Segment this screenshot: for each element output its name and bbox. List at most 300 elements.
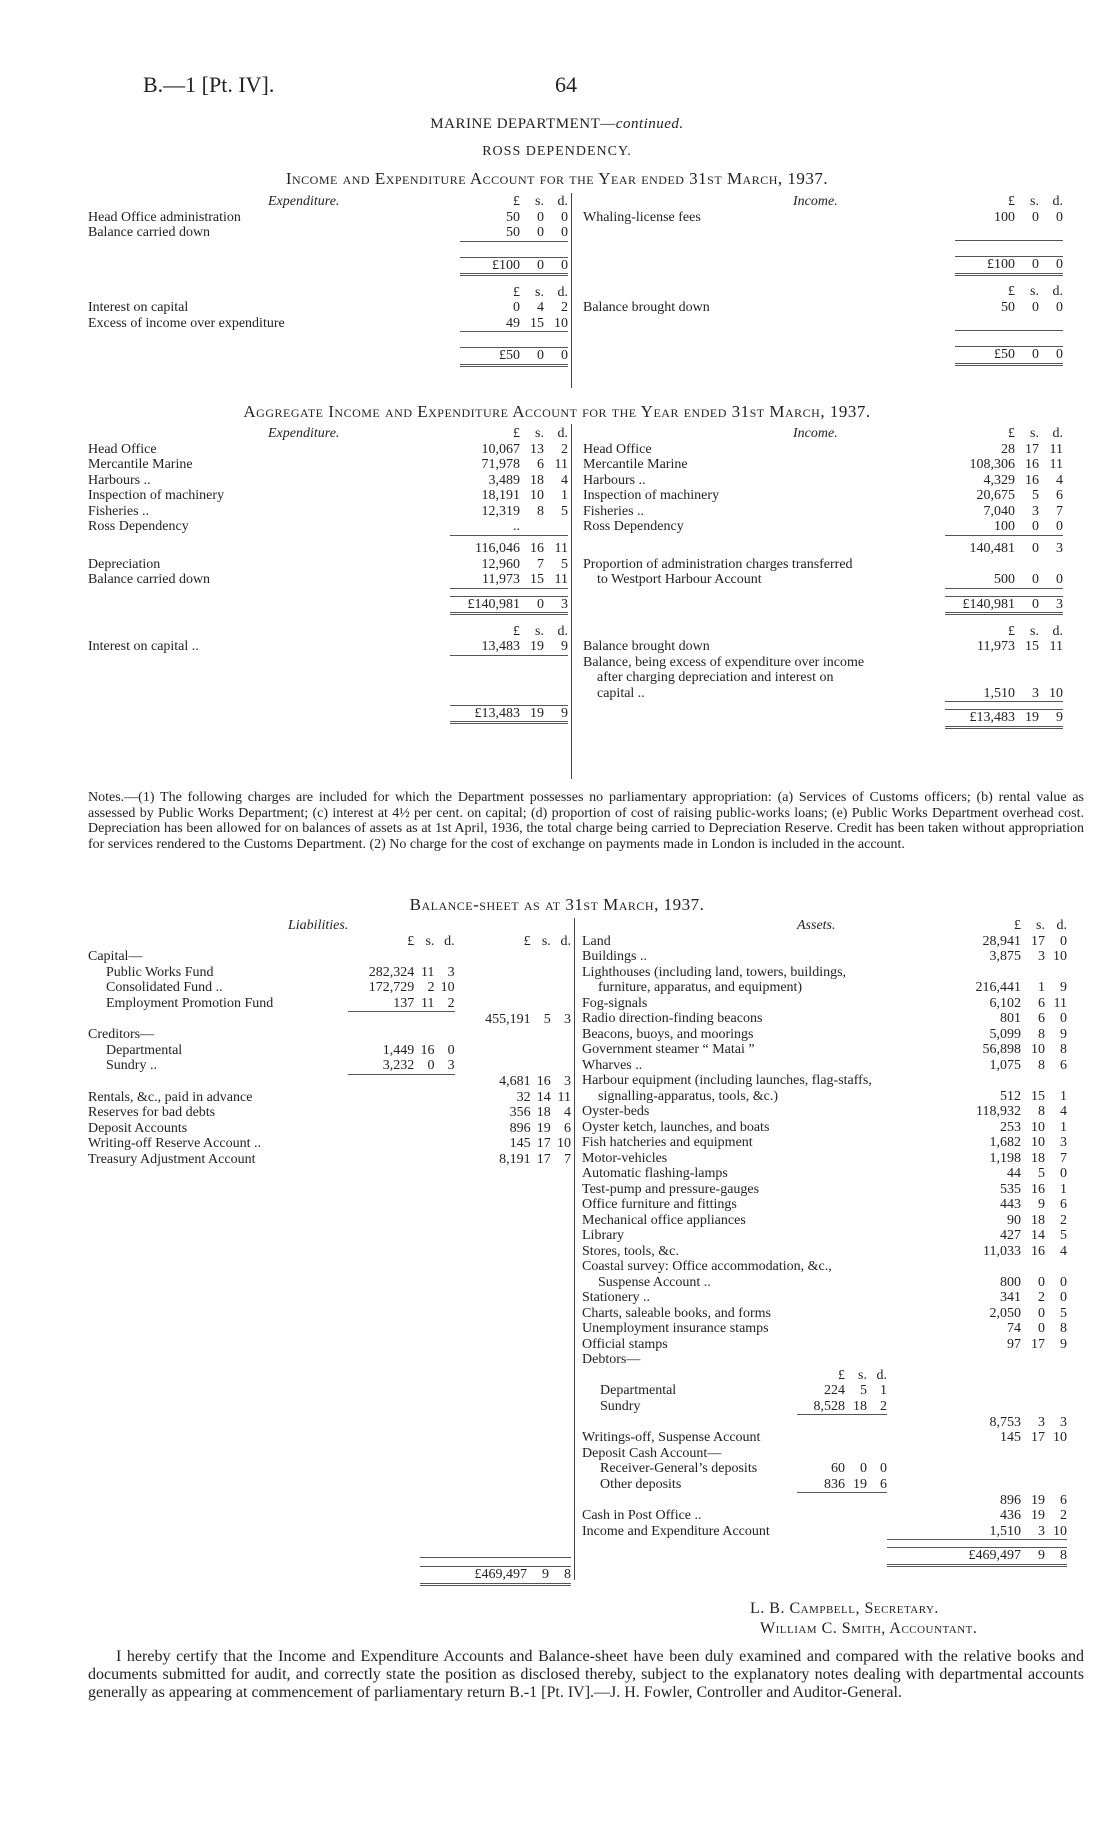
- asset-row: [582, 1058, 1067, 1074]
- amount-pence: 5: [561, 556, 568, 572]
- row-label: Official stamps: [582, 1336, 668, 1352]
- amount-pounds: 282,324: [368, 964, 415, 980]
- amount-shillings: 0: [1032, 209, 1039, 225]
- row-label: Writing-off Reserve Account ..: [88, 1136, 261, 1151]
- amount-pence: 4: [1060, 1243, 1067, 1259]
- amount-pounds: 71,978: [481, 457, 520, 472]
- lsd-header: d.: [557, 284, 568, 300]
- amount-pence: 0: [561, 209, 568, 225]
- creditors-total: [88, 1074, 571, 1090]
- amount-pence: 0: [1056, 209, 1063, 225]
- amount-pounds: 74: [1007, 1321, 1021, 1336]
- lsd-header: s.: [425, 933, 435, 949]
- amount-pence: 8: [1060, 1321, 1067, 1336]
- total-shillings: 5: [543, 1011, 551, 1027]
- amount-shillings: 13: [530, 441, 544, 457]
- ross-inc2-total: [583, 347, 1063, 365]
- row-label: Balance brought down: [583, 639, 710, 654]
- lsd-header: d.: [1052, 194, 1063, 209]
- amount-pence: 9: [1060, 1026, 1067, 1042]
- ross-exp-total: [88, 257, 568, 275]
- capital-row: [88, 980, 571, 996]
- row-label: Harbours ..: [88, 472, 151, 488]
- amount-shillings: 15: [530, 572, 544, 587]
- aggregate-income: [583, 426, 1063, 729]
- amount-shillings: 3: [1032, 685, 1039, 701]
- lsd-header: £: [1008, 623, 1015, 639]
- row-label: Rentals, &c., paid in advance: [88, 1089, 253, 1105]
- amount-pence: 0: [880, 1461, 887, 1476]
- amount-shillings: 14: [536, 1089, 551, 1105]
- amount-shillings: 0: [537, 225, 544, 240]
- lsd-header: s.: [1030, 623, 1039, 639]
- amount-pounds: 32: [516, 1089, 531, 1105]
- amount-pounds: 801: [1000, 1011, 1021, 1026]
- ross-exp-row: [88, 316, 568, 332]
- agg-inc-row: [583, 442, 1063, 458]
- total-shillings: 9: [527, 1567, 549, 1585]
- amount-shillings: 16: [1025, 457, 1039, 472]
- amount-pence: 8: [1060, 1042, 1067, 1057]
- amount-shillings: 16: [1025, 472, 1039, 488]
- lsd-header: £: [513, 426, 520, 441]
- asset-row: [582, 996, 1067, 1012]
- amount-shillings: 11: [420, 964, 435, 980]
- liabilities-total: [88, 1557, 571, 1586]
- row-label: Head Office administration: [88, 209, 241, 225]
- amount-pounds: 12,960: [481, 556, 520, 572]
- amount-pounds: 11,973: [482, 572, 520, 587]
- total-shillings: 0: [1015, 347, 1039, 365]
- amount-pounds: 100: [994, 519, 1015, 534]
- agg-inc-row: [583, 639, 1063, 655]
- amount-pence: 1: [1060, 1119, 1067, 1135]
- amount-pounds: 1,682: [989, 1135, 1021, 1150]
- amount-shillings: 14: [1031, 1228, 1045, 1243]
- amount-pounds: 7,040: [983, 503, 1015, 519]
- amount-pounds: 1,510: [983, 685, 1015, 701]
- amount-pounds: 341: [1000, 1290, 1021, 1305]
- liabilities: [88, 918, 571, 1167]
- asset-row: [582, 934, 1067, 950]
- total-shillings: 0: [520, 348, 544, 366]
- row-label: Wharves ..: [582, 1057, 643, 1073]
- lsd-header: £: [838, 1367, 845, 1383]
- amount-pence: 11: [554, 572, 568, 587]
- amount-shillings: 6: [1038, 995, 1045, 1011]
- asset-rows: [582, 934, 1067, 1353]
- total-shillings: 19: [1031, 1492, 1045, 1508]
- row-label: Head Office: [88, 441, 157, 457]
- ross-inc-heading: Income.: [793, 194, 838, 209]
- amount-shillings: 15: [530, 315, 544, 331]
- debtors-total: [582, 1415, 1067, 1431]
- amount-shillings: 0: [1032, 299, 1039, 315]
- amount-pence: 10: [440, 980, 455, 995]
- amount-pounds: 8,528: [813, 1398, 845, 1414]
- total-pounds: £100: [955, 257, 1015, 275]
- total-shillings: 19: [520, 705, 544, 723]
- asset-row: [582, 1042, 1067, 1058]
- aggregate-account-title: Aggregate Income and Expenditure Account for the Year ended 31st March, 1937.: [243, 402, 871, 421]
- asset-row: [582, 1104, 1067, 1120]
- amount-pence: 9: [1060, 980, 1067, 995]
- asset-row: [582, 1275, 1067, 1291]
- ross-exp-heading: Expenditure.: [268, 194, 340, 209]
- lsd-header: s.: [858, 1367, 867, 1383]
- amount-shillings: 17: [1031, 933, 1045, 949]
- total-shillings: 0: [520, 596, 544, 614]
- lsd-header: d.: [1052, 623, 1063, 639]
- total-pounds: £13,483: [450, 705, 520, 723]
- liability-row: [88, 1105, 571, 1121]
- amount-pounds: 535: [1000, 1181, 1021, 1197]
- amount-pence: 3: [1060, 1135, 1067, 1150]
- total-pounds: £50: [460, 348, 520, 366]
- amount-shillings: 8: [1038, 1057, 1045, 1073]
- lsd-header: d.: [876, 1367, 887, 1383]
- total-shillings: 0: [1015, 596, 1039, 614]
- lsd-header: s.: [535, 426, 544, 441]
- amount-pence: 0: [1060, 933, 1067, 949]
- row-label: Receiver-General’s deposits: [600, 1461, 758, 1476]
- row-label: Automatic flashing-lamps: [582, 1166, 728, 1181]
- lsd-header: s.: [1030, 284, 1039, 299]
- amount-pounds: 3,232: [382, 1058, 415, 1073]
- amount-pounds: 56,898: [982, 1042, 1021, 1057]
- asset-row: [582, 1120, 1067, 1136]
- amount-pence: 10: [554, 315, 568, 331]
- row-label: Depreciation: [88, 556, 161, 572]
- amount-pence: 0: [447, 1042, 455, 1058]
- lsd-header: s.: [535, 284, 544, 300]
- amount-pence: 11: [1049, 441, 1063, 457]
- row-label: Government steamer “ Matai ”: [582, 1042, 755, 1057]
- assets: [582, 918, 1067, 1567]
- amount-pence: 7: [1056, 503, 1063, 519]
- row-label: Excess of income over expenditure: [88, 315, 285, 331]
- lsd-header: £: [513, 194, 520, 209]
- amount-pounds: 137: [393, 995, 415, 1011]
- amount-pence: 11: [1053, 995, 1067, 1011]
- total-shillings: 9: [1021, 1548, 1045, 1566]
- amount-shillings: 18: [536, 1105, 551, 1120]
- amount-shillings: 8: [1038, 1104, 1045, 1119]
- asset-row: [582, 965, 1067, 981]
- row-label: Land: [582, 933, 611, 949]
- return-reference: B.—1 [Pt. IV].: [143, 72, 275, 97]
- amount-pounds: 118,932: [976, 1104, 1021, 1119]
- amount-pence: [544, 519, 568, 535]
- signature-secretary: L. B. Campbell, Secretary.: [750, 1600, 939, 1617]
- amount-pounds: 44: [1007, 1166, 1021, 1181]
- asset-row: [582, 1508, 1067, 1524]
- lsd-header: s.: [535, 194, 544, 209]
- amount-shillings: 16: [420, 1042, 435, 1058]
- amount-pounds: 11,033: [983, 1243, 1021, 1259]
- amount-pounds: 800: [1000, 1274, 1021, 1290]
- capital-row: [88, 996, 571, 1012]
- amount-pounds: 108,306: [969, 457, 1015, 472]
- amount-pence: 0: [1060, 1290, 1067, 1305]
- total-pounds: 896: [1000, 1492, 1021, 1508]
- row-label: Whaling-license fees: [583, 209, 701, 225]
- agg-inc-heading: Income.: [793, 426, 838, 441]
- lsd-header: d.: [1052, 284, 1063, 299]
- row-label: Income and Expenditure Account: [582, 1523, 770, 1539]
- asset-row: [582, 1337, 1067, 1353]
- asset-row: [582, 1197, 1067, 1213]
- amount-shillings: 2: [1038, 1290, 1045, 1305]
- capital-label: Capital—: [88, 949, 143, 964]
- amount-pence: 5: [1060, 1305, 1067, 1321]
- amount-pence: 6: [1060, 1057, 1067, 1073]
- row-label: Harbours ..: [583, 472, 646, 488]
- amount-shillings: 3: [1038, 949, 1045, 964]
- amount-pence: 1: [1060, 1181, 1067, 1197]
- lsd-header: d.: [1052, 426, 1063, 441]
- amount-shillings: 0: [1038, 1305, 1045, 1321]
- amount-pounds: 1,449: [382, 1042, 415, 1058]
- amount-shillings: 6: [537, 457, 544, 472]
- amount-shillings: 0: [1032, 519, 1039, 534]
- amount-pounds: 172,729: [368, 980, 415, 995]
- ross-income: [583, 194, 1063, 366]
- amount-pence: 6: [880, 1476, 887, 1492]
- agg-inc-row: [583, 519, 1063, 535]
- row-label: Writings-off, Suspense Account: [582, 1430, 761, 1445]
- agg-inc-row: [583, 457, 1063, 473]
- row-label: Suspense Account ..: [598, 1274, 711, 1290]
- amount-shillings: 0: [537, 209, 544, 225]
- agg-inc2-total: [583, 710, 1063, 728]
- total-pounds: 455,191: [485, 1011, 531, 1027]
- asset-row: [582, 1135, 1067, 1151]
- amount-shillings: 19: [853, 1476, 867, 1492]
- amount-shillings: [520, 519, 544, 535]
- total-pence: 3: [1039, 596, 1063, 614]
- row-label: Fog-signals: [582, 995, 648, 1011]
- amount-shillings: 5: [1038, 1166, 1045, 1181]
- amount-shillings: 1: [1038, 980, 1045, 995]
- amount-shillings: 8: [537, 503, 544, 519]
- amount-pence: 10: [1053, 1430, 1067, 1445]
- total-pence: 3: [564, 1074, 571, 1089]
- agg-exp-row: [88, 457, 568, 473]
- amount-shillings: 16: [1031, 1181, 1045, 1197]
- amount-shillings: 17: [1031, 1336, 1045, 1352]
- amount-shillings: 0: [1038, 1274, 1045, 1290]
- amount-pounds: 836: [824, 1476, 845, 1492]
- amount-pence: 2: [561, 441, 568, 457]
- total-pounds: £469,497: [420, 1567, 527, 1585]
- liability-row: [88, 1090, 571, 1106]
- amount-pence: 10: [1053, 1523, 1067, 1539]
- column-divider: [571, 193, 572, 388]
- amount-pence: 9: [1060, 1336, 1067, 1352]
- amount-pounds: 0: [513, 300, 520, 315]
- amount-pence: 6: [1060, 1197, 1067, 1212]
- ross-exp-row: [88, 210, 568, 226]
- agg-inc-subtotal: [583, 541, 1063, 557]
- creditors-label: Creditors—: [88, 1027, 155, 1042]
- ross-exp2-total: [88, 348, 568, 366]
- lsd-header: £: [513, 623, 520, 639]
- row-label: Public Works Fund: [106, 964, 214, 980]
- amount-pounds: 49: [506, 315, 520, 331]
- row-label: Unemployment insurance stamps: [582, 1321, 769, 1336]
- subtotal-pence: 3: [1056, 541, 1063, 556]
- agg-inc-total: [583, 596, 1063, 614]
- amount-pounds: 896: [509, 1120, 531, 1136]
- lsd-header: £: [1008, 284, 1015, 299]
- total-pounds: £469,497: [887, 1548, 1021, 1566]
- agg-exp-total: [88, 596, 568, 614]
- ross-exp-row: [88, 300, 568, 316]
- amount-pounds: 224: [824, 1383, 845, 1398]
- row-label: Mercantile Marine: [88, 457, 193, 472]
- amount-pounds: 2,050: [989, 1305, 1021, 1321]
- department-title: [0, 116, 1114, 133]
- agg-exp-row: [88, 557, 568, 573]
- amount-shillings: 5: [860, 1383, 867, 1398]
- amount-pence: 4: [1056, 472, 1063, 488]
- ross-inc-row: [583, 210, 1063, 226]
- row-label: Balance brought down: [583, 299, 710, 315]
- row-label: Motor-vehicles: [582, 1150, 668, 1166]
- amount-pounds: ..: [513, 519, 520, 534]
- amount-pence: [1045, 965, 1067, 981]
- row-label: Oyster-beds: [582, 1104, 650, 1119]
- lsd-header: £: [407, 933, 415, 949]
- subtotal-pounds: 116,046: [475, 541, 520, 556]
- amount-shillings: 9: [1038, 1197, 1045, 1212]
- row-label: Fish hatcheries and equipment: [582, 1135, 753, 1150]
- creditors-row: [88, 1058, 571, 1074]
- asset-row: [582, 980, 1067, 996]
- amount-pence: 10: [1049, 685, 1063, 701]
- total-pence: 3: [1060, 1414, 1067, 1430]
- row-label: Test-pump and pressure-gauges: [582, 1181, 760, 1197]
- agg-inc-row: [583, 488, 1063, 504]
- amount-shillings: 10: [1031, 1119, 1045, 1135]
- amount-pounds: [887, 1259, 1021, 1275]
- subtotal-shillings: 16: [530, 541, 544, 556]
- asset-row: [582, 1027, 1067, 1043]
- row-label: Sundry: [600, 1398, 641, 1414]
- agg-inc-row: [583, 686, 1063, 702]
- row-label: Coastal survey: Office accommodation, &c.,: [582, 1259, 832, 1274]
- amount-pounds: 1,198: [989, 1150, 1021, 1166]
- amount-shillings: 0: [1032, 572, 1039, 587]
- amount-pounds: [887, 965, 1021, 981]
- amount-pence: 4: [561, 472, 568, 488]
- amount-shillings: 18: [1031, 1150, 1045, 1166]
- amount-shillings: 10: [530, 488, 544, 503]
- amount-pounds: 145: [1000, 1430, 1021, 1445]
- amount-pence: 0: [1056, 299, 1063, 315]
- row-label: Office furniture and fittings: [582, 1197, 737, 1212]
- amount-shillings: 18: [1031, 1212, 1045, 1228]
- lsd-header: d.: [557, 623, 568, 639]
- department-title-continued: continued.: [615, 116, 684, 132]
- deposit-total: [582, 1493, 1067, 1509]
- lsd-header: £: [523, 933, 531, 949]
- amount-pence: 2: [447, 995, 455, 1011]
- amount-pence: 4: [1060, 1104, 1067, 1119]
- amount-pounds: 512: [1000, 1088, 1021, 1104]
- asset-row: [582, 1166, 1067, 1182]
- amount-pence: [1045, 1259, 1067, 1275]
- row-label: Reserves for bad debts: [88, 1105, 216, 1120]
- amount-pence: 0: [1060, 1011, 1067, 1026]
- amount-pounds: 436: [1000, 1508, 1021, 1523]
- total-shillings: 0: [520, 257, 544, 275]
- amount-pence: 11: [557, 1089, 571, 1105]
- debtor-row: [582, 1383, 1067, 1399]
- total-pence: 0: [544, 348, 568, 366]
- amount-pence: 2: [1060, 1508, 1067, 1523]
- amount-shillings: [1021, 1259, 1045, 1275]
- amount-pence: 9: [561, 639, 568, 654]
- notes-paragraph: Notes.—(1) The following charges are included for which the Department possesses no parliamentary appropriation: (a) Services of Customs officers; (b) rental value as assessed by Public Works Department; (c) interest at 4½ per cent. on capital; (d) proportion of cost of raising public-works loans; (e) Public Works Department overhead cost. Depreciation has been allowed for on balances of assets as at 1st April, 1936, the total charge being carried to Depreciation Reserve. Credit has been taken without appropriation for services rendered to the Customs Department. (2) No charge for the cost of exchange on payments made in London is included in the account.: [88, 790, 1084, 852]
- row-label: Sundry ..: [106, 1058, 157, 1073]
- amount-pounds: 3,489: [488, 472, 520, 488]
- row-label: to Westport Harbour Account: [597, 572, 762, 587]
- amount-pence: 10: [557, 1136, 571, 1151]
- amount-pence: 0: [1056, 519, 1063, 534]
- row-label: Other deposits: [600, 1476, 682, 1492]
- asset-row: [582, 1259, 1067, 1275]
- audit-certificate: I hereby certify that the Income and Expenditure Accounts and Balance-sheet have been duly examined and compared with the relative books and documents submitted for audit, and correctly state the position as disclosed thereby, subject to the explanatory notes dealing with departmental accounts generally as appearing at commencement of parliamentary return B.-1 [Pt. IV].—J. H. Fowler, Controller and Auditor-General.: [88, 1648, 1084, 1701]
- amount-pounds: 28: [1001, 441, 1015, 457]
- asset-row: [582, 949, 1067, 965]
- lsd-header: £: [1014, 918, 1021, 933]
- liability-row: [88, 1152, 571, 1168]
- asset-row: [582, 1228, 1067, 1244]
- agg-inc-row: [583, 572, 1063, 588]
- amount-pounds: 4,329: [983, 472, 1015, 488]
- row-label: Departmental: [600, 1383, 677, 1398]
- asset-row: [582, 1151, 1067, 1167]
- row-label: Charts, saleable books, and forms: [582, 1305, 771, 1321]
- assets-heading: Assets.: [797, 918, 836, 933]
- amount-shillings: 19: [530, 639, 544, 654]
- amount-pounds: 1,510: [989, 1523, 1021, 1539]
- amount-pounds: 1,075: [989, 1057, 1021, 1073]
- amount-pounds: 145: [509, 1136, 531, 1151]
- amount-pence: 0: [1060, 1274, 1067, 1290]
- amount-pence: 4: [564, 1105, 571, 1120]
- amount-shillings: 19: [536, 1120, 551, 1136]
- amount-pence: 11: [1049, 457, 1063, 472]
- row-label: capital ..: [597, 685, 645, 701]
- capital-row: [88, 965, 571, 981]
- amount-pounds: 10,067: [481, 441, 520, 457]
- subtotal-pence: 11: [554, 541, 568, 556]
- department-title-main: MARINE DEPARTMENT—: [430, 116, 616, 132]
- amount-pounds: 12,319: [481, 503, 520, 519]
- row-label: Balance, being excess of expenditure over income: [583, 654, 865, 670]
- amount-shillings: 0: [1038, 1321, 1045, 1336]
- amount-pence: 7: [564, 1151, 571, 1167]
- amount-shillings: 10: [1031, 1042, 1045, 1057]
- lsd-header: s.: [1030, 194, 1039, 209]
- ross-expenditure: [88, 194, 568, 367]
- lsd-header: s.: [535, 623, 544, 639]
- asset-row: [582, 1244, 1067, 1260]
- row-label: furniture, apparatus, and equipment): [598, 980, 803, 995]
